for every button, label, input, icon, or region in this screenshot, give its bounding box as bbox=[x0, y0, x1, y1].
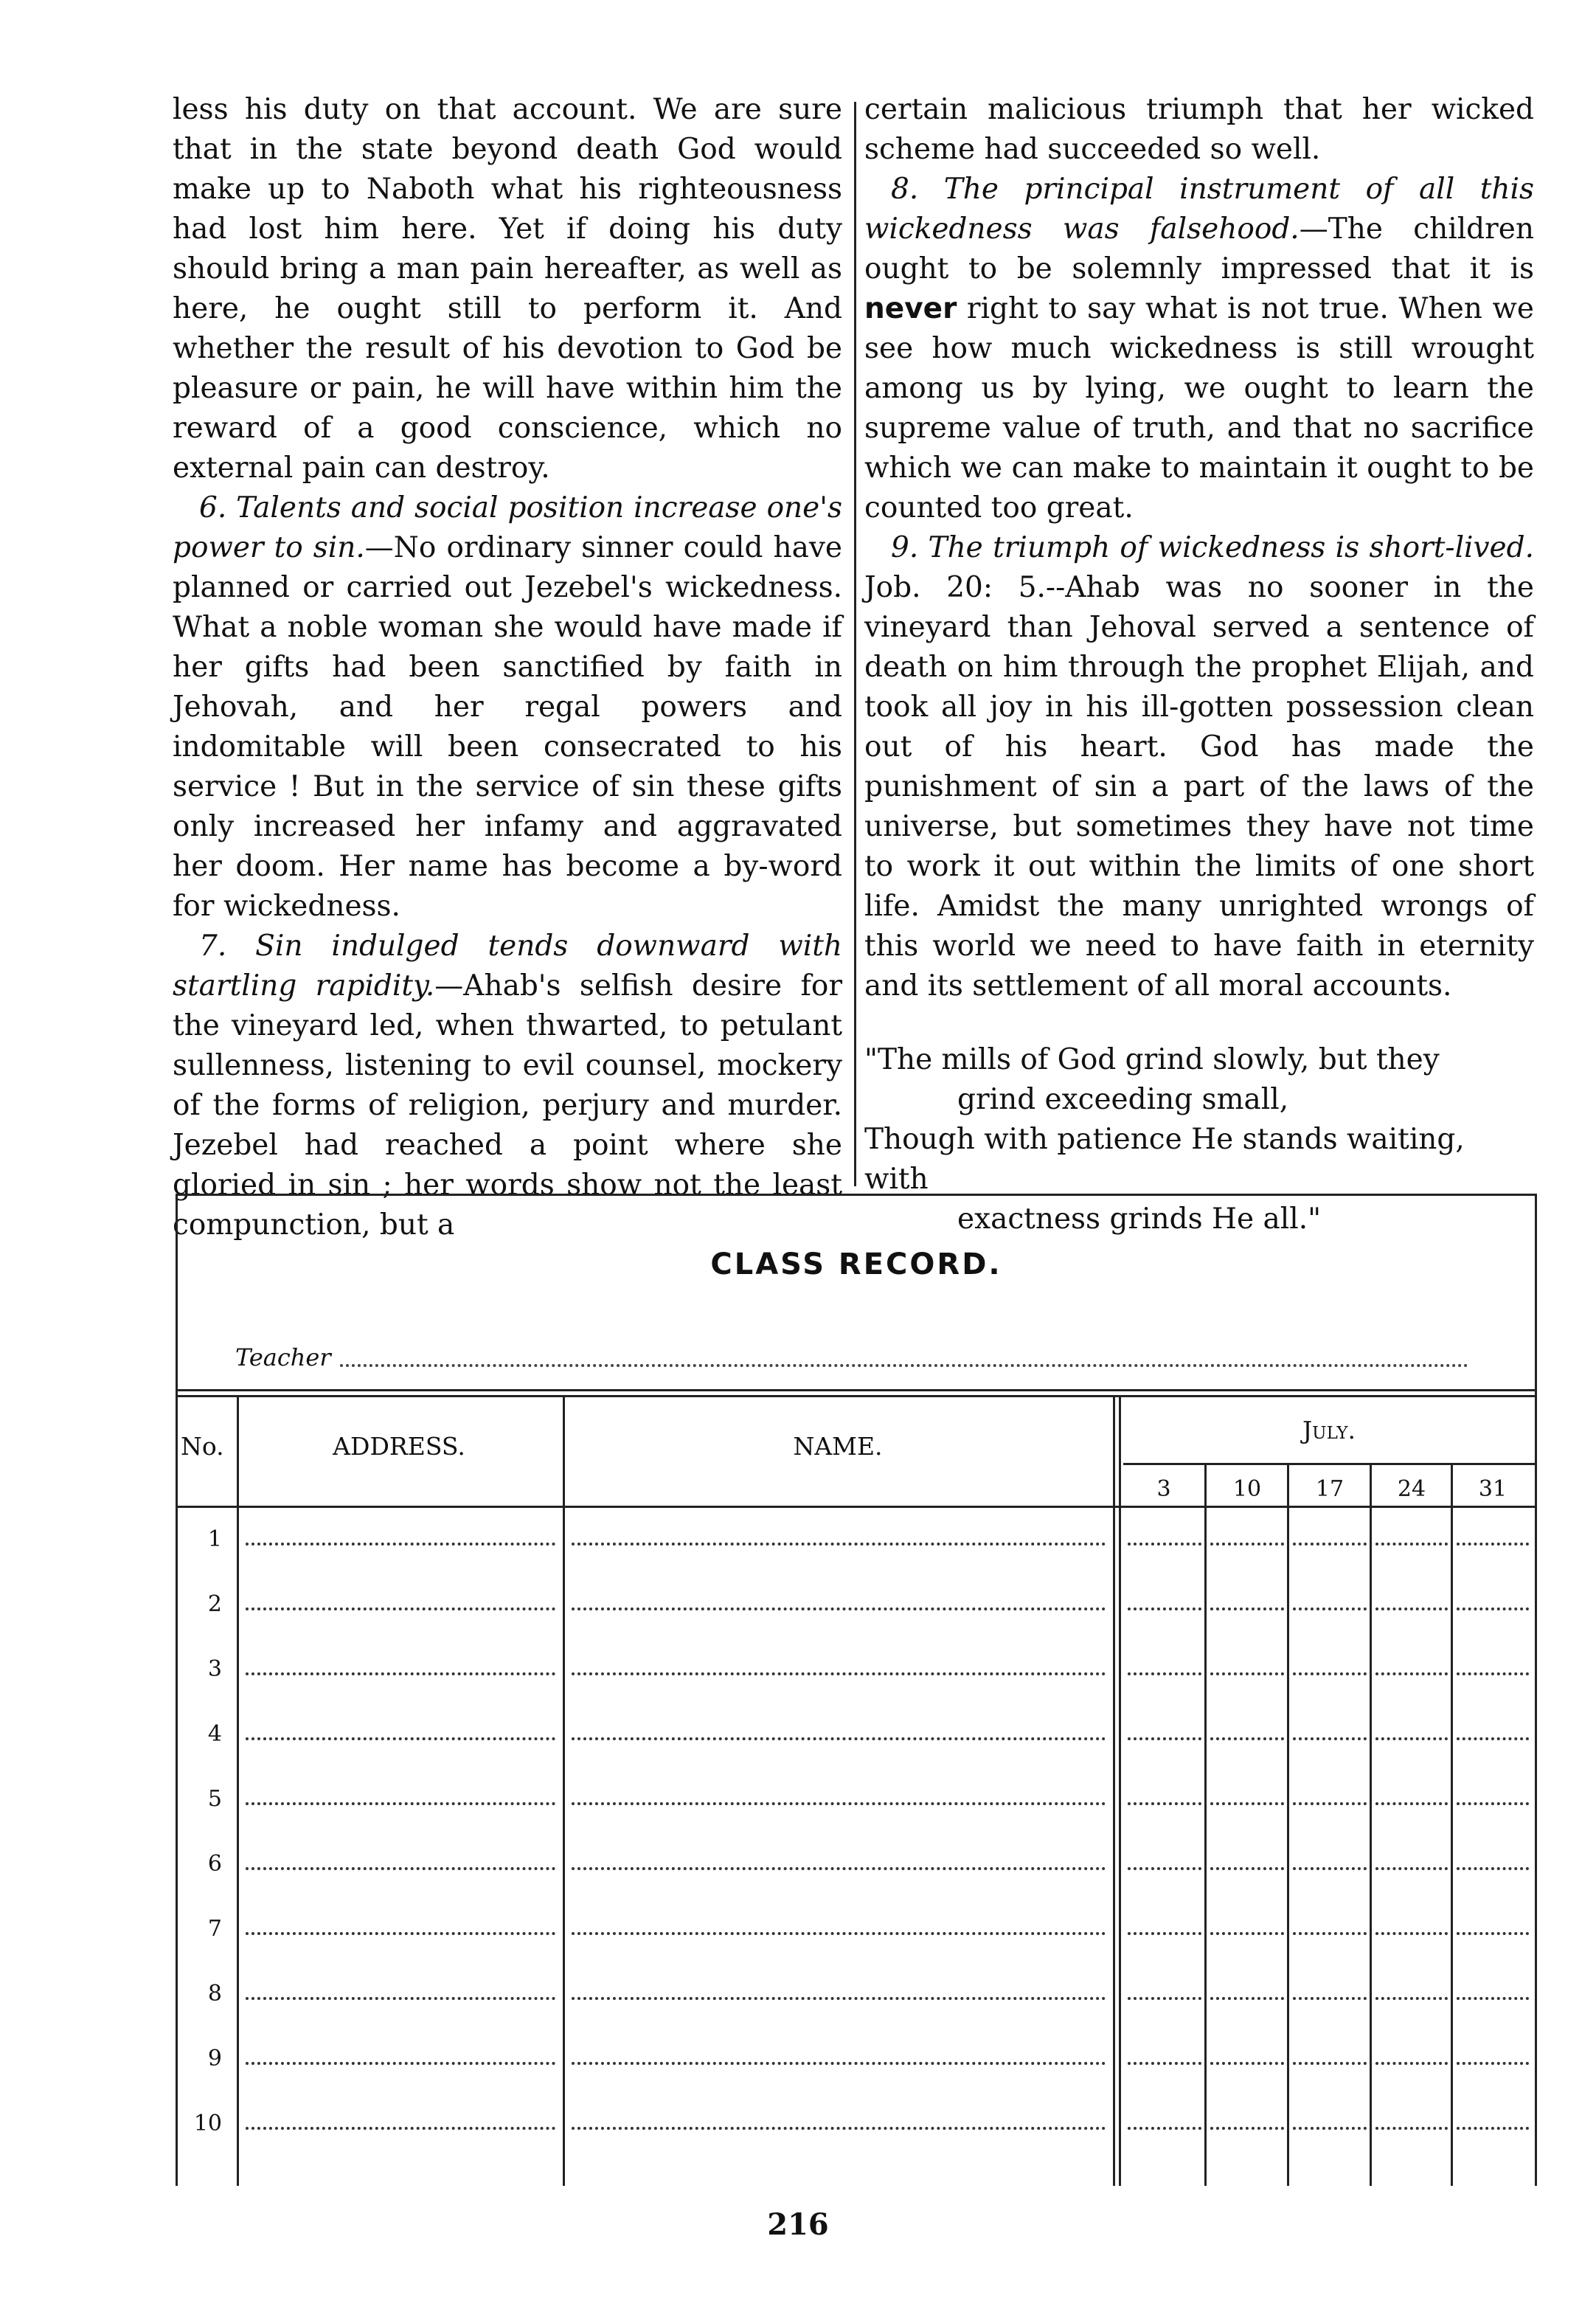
header-date: 17 bbox=[1315, 1476, 1345, 1502]
entry-field[interactable] bbox=[1210, 1607, 1284, 1610]
entry-field[interactable] bbox=[1210, 1543, 1284, 1546]
poem-line: grind exceeding small, bbox=[957, 1083, 1289, 1116]
class-record-table bbox=[176, 1194, 1537, 2186]
entry-field[interactable] bbox=[246, 2062, 555, 2065]
header-no: No. bbox=[181, 1432, 224, 1461]
entry-field[interactable] bbox=[1128, 2062, 1201, 2065]
column-line bbox=[1287, 1463, 1289, 2186]
header-name: NAME. bbox=[793, 1432, 883, 1461]
emphasis: never bbox=[864, 292, 957, 325]
row-number: 2 bbox=[207, 1591, 222, 1617]
entry-field[interactable] bbox=[1210, 2062, 1284, 2065]
entry-field[interactable] bbox=[572, 1997, 1106, 2000]
header-date: 24 bbox=[1397, 1476, 1426, 1502]
entry-field[interactable] bbox=[246, 1932, 555, 1935]
entry-field[interactable] bbox=[1293, 1607, 1367, 1610]
right-column bbox=[864, 90, 1534, 1239]
paragraph-heading: 9. The triumph of wickedness is short-lived. bbox=[891, 531, 1534, 564]
entry-field[interactable] bbox=[572, 2062, 1106, 2065]
paragraph: less his duty on that account. We are sure that in the state beyond death God would make up to Naboth what his righteousness had lost him here. Yet if doing his duty should bring a man pain hereafter, as well as here, he ought still to perform it. And whether the result of his devotion to God be pleasure or pain, he will have within him the reward of a good conscience, which no external pain can destroy. bbox=[173, 93, 842, 485]
entry-field[interactable] bbox=[1128, 1672, 1201, 1675]
entry-field[interactable] bbox=[1375, 1997, 1448, 2000]
entry-field[interactable] bbox=[572, 1737, 1106, 1740]
entry-field[interactable] bbox=[246, 1543, 555, 1546]
entry-field[interactable] bbox=[1375, 2127, 1448, 2130]
entry-field[interactable] bbox=[1128, 1802, 1201, 1805]
entry-field[interactable] bbox=[1210, 2127, 1284, 2130]
entry-field[interactable] bbox=[246, 1802, 555, 1805]
column-line bbox=[563, 1395, 565, 2186]
paragraph-body: —Ahab's selfish desire for the vineyard led, when thwarted, to petulant sullenness, listening to evil counsel, mockery of the forms of religion, perjury and murder. Jezebel had reached a point where she gloried in sin ; her words show not the least compunction, but a bbox=[173, 969, 843, 1242]
paragraph-heading: 6. Talents and social position increase one's power to sin. bbox=[173, 491, 842, 564]
entry-field[interactable] bbox=[572, 1932, 1106, 1935]
entry-field[interactable] bbox=[1293, 1672, 1367, 1675]
paragraph-body: Job. 20: 5.--Ahab was no sooner in the vineyard than Jehoval served a sentence of death on him through the prophet Elijah, and took all joy in his ill-gotten possession clean out of his heart. God has made the punishment of sin a part of the laws of the universe, but sometimes they have not time to work it out within the limits of one short life. Amidst the many unrighted wrongs of this world we need to have faith in eternity and its settlement of all moral accounts. bbox=[864, 571, 1534, 1003]
entry-field[interactable] bbox=[572, 1607, 1106, 1610]
entry-field[interactable] bbox=[1293, 1543, 1367, 1546]
column-line bbox=[1119, 1395, 1121, 2186]
entry-field[interactable] bbox=[1128, 1543, 1201, 1546]
entry-field[interactable] bbox=[572, 1543, 1106, 1546]
entry-field[interactable] bbox=[1457, 1997, 1529, 2000]
entry-field[interactable] bbox=[1375, 1543, 1448, 1546]
row-number: 4 bbox=[207, 1721, 222, 1747]
entry-field[interactable] bbox=[246, 1672, 555, 1675]
paragraph bbox=[173, 488, 842, 927]
entry-field[interactable] bbox=[1293, 1867, 1367, 1870]
entry-field[interactable] bbox=[246, 1997, 555, 2000]
row-number: 7 bbox=[207, 1916, 222, 1942]
entry-field[interactable] bbox=[1457, 1802, 1529, 1805]
page-number: 216 bbox=[767, 2207, 829, 2242]
teacher-label: Teacher bbox=[235, 1343, 331, 1371]
row-number: 9 bbox=[207, 2046, 222, 2072]
entry-field[interactable] bbox=[1128, 1737, 1201, 1740]
header-date: 3 bbox=[1156, 1476, 1171, 1502]
header-date: 31 bbox=[1478, 1476, 1507, 1502]
entry-field[interactable] bbox=[1210, 1932, 1284, 1935]
entry-field[interactable] bbox=[1375, 1607, 1448, 1610]
entry-field[interactable] bbox=[1210, 1997, 1284, 2000]
teacher-field[interactable] bbox=[340, 1342, 1468, 1367]
paragraph bbox=[864, 528, 1534, 1006]
entry-field[interactable] bbox=[1128, 2127, 1201, 2130]
entry-field[interactable] bbox=[1293, 1802, 1367, 1805]
row-number: 5 bbox=[207, 1786, 222, 1812]
poem-line: exactness grinds He all." bbox=[957, 1202, 1322, 1236]
entry-field[interactable] bbox=[1210, 1737, 1284, 1740]
paragraph-body: —The children ought to be solemnly impressed that it is bbox=[864, 212, 1534, 285]
entry-field[interactable] bbox=[1293, 2127, 1367, 2130]
paragraph-heading: 8. The principal instrument of all this wickedness was falsehood. bbox=[864, 173, 1534, 246]
row-number: 6 bbox=[207, 1851, 222, 1877]
entry-field[interactable] bbox=[246, 2127, 555, 2130]
paragraph-body: right to say what is not true. When we see how much wickedness is still wrought among us by lying, we ought to learn the supreme value of truth, and that no sacrifice which we can make to maintain it ought to be counted too great. bbox=[864, 292, 1534, 525]
row-number: 3 bbox=[207, 1656, 222, 1682]
paragraph-body: —No ordinary sinner could have planned or carried out Jezebel's wickedness. What a noble woman she would have made if her gifts had been sanctified by faith in Jehovah, and her regal powers and indomitable will been consecrated to his service ! But in the service of sin these gifts only increased her infamy and aggravated her doom. Her name has become a by-word for wickedness. bbox=[173, 531, 842, 923]
rule bbox=[178, 1395, 1535, 1397]
record-title: CLASS RECORD. bbox=[710, 1247, 1002, 1281]
paragraph: certain malicious triumph that her wicked scheme had succeeded so well. bbox=[864, 93, 1534, 166]
entry-field[interactable] bbox=[1293, 1997, 1367, 2000]
header-date: 10 bbox=[1232, 1476, 1262, 1502]
column-line bbox=[1113, 1395, 1115, 2186]
row-number: 10 bbox=[193, 2111, 222, 2136]
poem-line: Though with patience He stands waiting, with bbox=[864, 1123, 1465, 1196]
entry-field[interactable] bbox=[1457, 2127, 1529, 2130]
rule bbox=[178, 1506, 1535, 1508]
entry-field[interactable] bbox=[1210, 1672, 1284, 1675]
column-line bbox=[1370, 1463, 1372, 2186]
poem-line: "The mills of God grind slowly, but they bbox=[864, 1043, 1440, 1076]
row-number: 8 bbox=[207, 1981, 222, 2007]
entry-field[interactable] bbox=[1457, 1867, 1529, 1870]
entry-field[interactable] bbox=[1293, 2062, 1367, 2065]
entry-field[interactable] bbox=[1457, 1932, 1529, 1935]
header-month: July. bbox=[1302, 1416, 1356, 1444]
entry-field[interactable] bbox=[1375, 1932, 1448, 1935]
entry-field[interactable] bbox=[1457, 1672, 1529, 1675]
entry-field[interactable] bbox=[572, 2127, 1106, 2130]
entry-field[interactable] bbox=[1128, 1997, 1201, 2000]
rule bbox=[178, 1389, 1535, 1391]
entry-field[interactable] bbox=[1210, 1802, 1284, 1805]
row-number: 1 bbox=[207, 1526, 222, 1552]
entry-field[interactable] bbox=[1128, 1867, 1201, 1870]
header-address: ADDRESS. bbox=[333, 1432, 465, 1461]
entry-field[interactable] bbox=[1293, 1932, 1367, 1935]
entry-field[interactable] bbox=[1457, 1737, 1529, 1740]
paragraph bbox=[864, 170, 1534, 528]
entry-field[interactable] bbox=[1375, 1737, 1448, 1740]
entry-field[interactable] bbox=[572, 1672, 1106, 1675]
rule bbox=[1123, 1463, 1535, 1465]
column-line bbox=[1204, 1463, 1207, 2186]
entry-field[interactable] bbox=[246, 1737, 555, 1740]
entry-field[interactable] bbox=[1128, 1607, 1201, 1610]
left-column bbox=[173, 90, 842, 1245]
column-divider bbox=[854, 102, 856, 1186]
entry-field[interactable] bbox=[1375, 1802, 1448, 1805]
entry-field[interactable] bbox=[1293, 1737, 1367, 1740]
entry-field[interactable] bbox=[1210, 1867, 1284, 1870]
entry-field[interactable] bbox=[1375, 1672, 1448, 1675]
entry-field[interactable] bbox=[1375, 2062, 1448, 2065]
paragraph-heading: 7. Sin indulged tends downward with startling rapidity. bbox=[173, 930, 842, 1003]
entry-field[interactable] bbox=[246, 1867, 555, 1870]
entry-field[interactable] bbox=[572, 1867, 1106, 1870]
column-line bbox=[237, 1395, 239, 2186]
column-line bbox=[1451, 1463, 1453, 2186]
entry-field[interactable] bbox=[1457, 1543, 1529, 1546]
entry-field[interactable] bbox=[1457, 2062, 1529, 2065]
entry-field[interactable] bbox=[1375, 1867, 1448, 1870]
entry-field[interactable] bbox=[572, 1802, 1106, 1805]
entry-field[interactable] bbox=[1128, 1932, 1201, 1935]
entry-field[interactable] bbox=[1457, 1607, 1529, 1610]
entry-field[interactable] bbox=[246, 1607, 555, 1610]
